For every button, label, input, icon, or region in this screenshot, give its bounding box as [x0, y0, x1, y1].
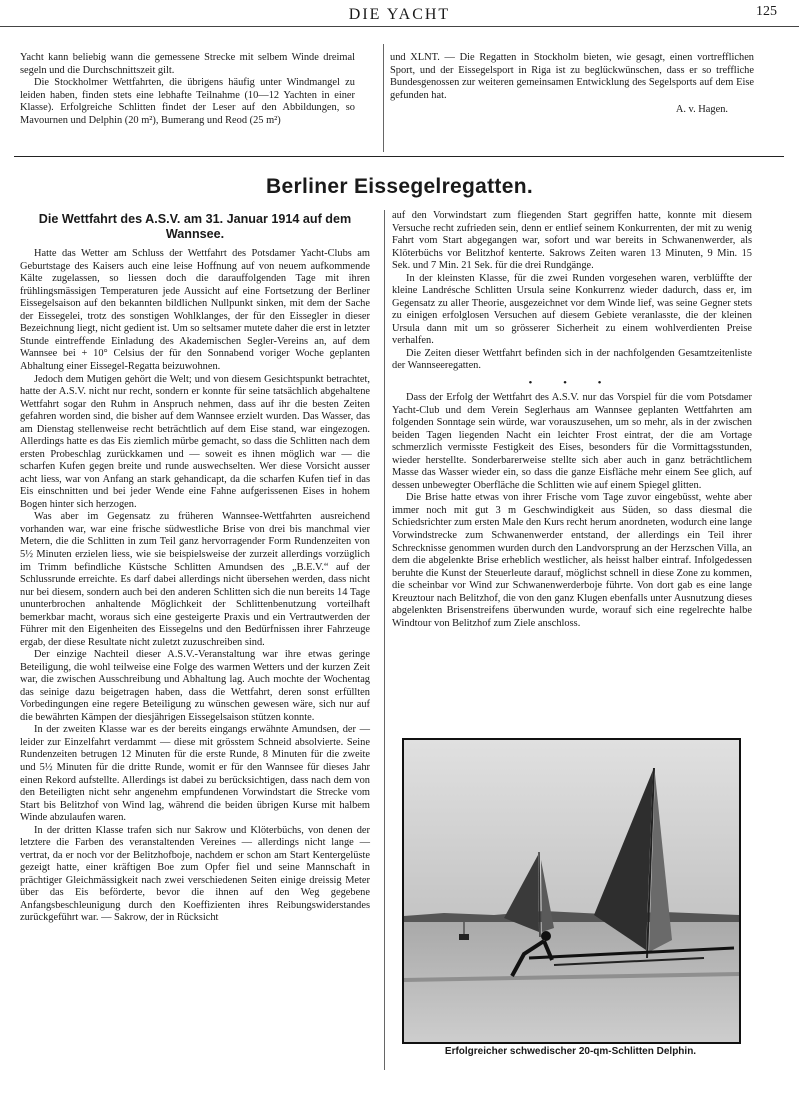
section-separator: • • • [528, 376, 616, 389]
column-divider [383, 44, 384, 152]
ice-yacht-illustration [404, 740, 739, 1042]
paragraph: Jedoch dem Mutigen gehört die Welt; und von diesem Gesichtspunkt betrachtet, hatte der A.S.V. nicht nur recht, sondern er konnte für seine tatsächlich abgehaltene Wettfahrt sogar den Ruhm in Anspruch nehmen, dass auf ihr die besten Zeiten gefahren worden sind, die bisher auf dem Wannsee erzielt wurden. Das Wasser, das am Dienstag stellenweise recht beträchtlich auf dem Eise stand, war eingezogen. Allerdings hatte es das Eis ziemlich mürbe gemacht, so dass die Schlitten nach dem ersten Probeschlag zurückkamen und — soweit es ihnen möglich war — die scharfen Kufen gegen breite und runde auswechselten. Wer diese Vorsicht ausser acht liess, war von Anfang an stark gehandicapt, da die scharfen Kufen tief in das Eis einschnitten und bei jeder Wende eine Fahne aufgerissenen Eises in hohem Bogen hinter sich herzogen. [20, 373, 370, 510]
left-article-column [20, 212, 370, 925]
paragraph: und XLNT. — Die Regatten in Stockholm bieten, wie gesagt, einen vortrefflichen Sport, und der Eissegelsport in Riga ist zu beglückwünschen, dass er so treffliche Bundesgenossen zur weiteren gemeinsamen Entwicklung des Segelsports auf dem Eise gefunden hat. [390, 52, 754, 101]
author-signature: A. v. Hagen. [675, 104, 728, 116]
paragraph: auf den Vorwindstart zum fliegenden Start gegriffen hatte, konnte mit diesem Versuche recht zufrieden sein, denn er entlief seinem Konkurrenten, der mit zu wenig Fahrt vom Start abgegangen war, sofort und war bereits in Schwanenwerder, als Klöterbüchs vor Belitzhof kenterte. Sakrows Zeiten waren 13 Minuten, 9 Min. 15 Sek. und 7 Min. 21 Sek. für die drei Rundgänge. [392, 210, 752, 272]
top-right-column [390, 52, 754, 117]
article-title: Berliner Eissegelregatten. [266, 175, 533, 198]
paragraph: Dass der Erfolg der Wettfahrt des A.S.V. nur das Vorspiel für die vom Potsdamer Yacht-Club und dem Verein Seglerhaus am Wannsee geplanten Wettfahrten am folgenden Sonntage sein würde, war vorauszusehen, um so mehr, als in der zwischen beiden Tagen liegenden Nacht ein leichter Frost eintrat, der die am Vortage schmerzlich vermisste Festigkeit des Eises, besonders für die Vormittagsstunden, wieder herstellte. Sonderbarerweise stellte sich aber auch in ganz beträchtlichem Masse das Wasser wieder ein, so dass die ganze Eisfläche mehr einem See glich, auf dessen unbewegter Oberfläche die Schlitten wie auf einem Spiegel glitten. [392, 392, 752, 491]
right-article-column [392, 210, 752, 630]
paragraph: Hatte das Wetter am Schluss der Wettfahrt des Potsdamer Yacht-Clubs am Geburtstage des Kaisers auch eine leise Hoffnung auf von neuem aufkommende Kälte zugelassen, so liessen doch die darauffolgenden Tage mit ihren frühlingsmässigen Temperaturen jede Aussicht auf eine Fortsetzung der Berliner Eissegelsaison auf den bekannten bildlichen Nullpunkt sinken, mit dem der Sache der Eissegelei, trotz des sonstigen Wohlklanges, der für den Eissegler in dieser Bezeichnung liegt, nicht gedient ist. Um so seltsamer mutete daher die erst in letzter Stunde eintreffende Einladung des Akademischen Segler-Vereins an, auf dem Wannsee bei + 10° Celsius der für den Sonnabend voriger Woche geplanten Abhaltung einer Eissegel-Regatta beizuwohnen. [20, 248, 370, 372]
paragraph: Die Brise hatte etwas von ihrer Frische vom Tage zuvor eingebüsst, wehte aber immer noch mit gut 3 m Geschwindigkeit aus Süden, so dass diesmal die Schiedsrichter zum ersten Male den Kurs recht herum anordneten, wodurch eine lange Vorwindstrecke zum Schwanenwerder entstand, der allerdings ein Teil ihrer Schrecknisse genommen wurden durch den Landvorsprung an der Herzschen Villa, an dem die abgelenkte Brise erheblich westlicher, als heisst halber eintraf. Infolgedessen beruhte die Kunst der Steuerleute darauf, möglichst schnell in diese Zone zu kommen, die scheinbar vor Wind zur Schwanenwerderboje führte. Von dort gab es eine lange Kreuztour nach Belitzhof, die von den ganz Klugen ebenfalls unter Ausnutzung dieses abgelenkten Brisenstreifens überwunden wurde, worauf sich eine regelrechte halbe Windtour von Belitzhof zum Ziele anschloss. [392, 492, 752, 629]
paragraph: In der zweiten Klasse war es der bereits eingangs erwähnte Amundsen, der — leider zur Einzelfahrt verdammt — diese mit grösstem Schneid absolvierte. Seine Rundenzeiten betrugen 12 Minuten für die erste Runde, 8 Minuten für die zweite und 5½ Minuten für die dritte Runde, womit er für den Wannsee für dieses Jahr einen Rekord aufstellte. Allerdings ist dabei zu berücksichtigen, dass nach dem von den Beteiligten nicht sehr angenehm empfundenen Vorwindstart die Strecke vom Start bis Belitzhof von Wind lag, während die beiden übrigen Kurse mit halbem Winde abzulaufen waren. [20, 724, 370, 824]
header-rule [0, 26, 799, 27]
paragraph: Yacht kann beliebig wann die gemessene Strecke mit selbem Winde dreimal segeln und die Durchschnittszeit gilt. [20, 52, 355, 76]
top-left-column [20, 52, 355, 127]
ice-yacht-photo [402, 738, 741, 1044]
paragraph: Die Zeiten dieser Wettfahrt befinden sich in der nachfolgenden Gesamtzeitenliste der Wannseeregatten. [392, 347, 752, 372]
section-rule [14, 156, 784, 157]
paragraph: Der einzige Nachteil dieser A.S.V.-Veranstaltung war ihre etwas geringe Beteiligung, die wohl teilweise eine Folge des warmen Wetters und der kurzen Zeit war, die zwischen Ausschreibung und Abhaltung lag. Auch mochte der Wochentag das seinige dazu beigetragen haben, dass die Wettfahrt, deren sonst erfüllten Vorbedingungen eine regere Beteiligung zu wünschen gewesen wäre, sich nur auf die bewährten Kämpen der diesjährigen Eissegelsaison stützen konnte. [20, 649, 370, 723]
paragraph: Die Stockholmer Wettfahrten, die übrigens häufig unter Windmangel zu leiden haben, finden stets eine lebhafte Teilnahme (10—12 Yachten in einer Klasse). Erfolgreiche Schlitten findet der Leser auf den Abbildungen, so Mavournen und Delphin (20 m²), Bumerang und Reod (25 m²) [20, 77, 355, 126]
column-divider [384, 210, 385, 1070]
paragraph: In der dritten Klasse trafen sich nur Sakrow und Klöterbüchs, von denen der letztere die Farben des veranstaltenden Vereines — allerdings nicht lange — vertrat, da er noch vor der Belitzhofboje, nachdem er schon am Start Kentergelüste gezeigt hatte, einer kräftigen Boe zum Opfer fiel und seine Mannschaft in prächtiger Gleichmässigkeit nach zwei verschiedenen Seiten einige dreissig Meter über das Eis beförderte, bevor die ihnen auf den Weg gegebene Anfangsbeschleunigung durch den Koeffizienten ihres Reibungswiderstandes zurückgeführt war. — Sakrow, der in Rücksicht [20, 824, 370, 924]
paragraph: Was aber im Gegensatz zu früheren Wannsee-Wettfahrten ausreichend vorhanden war, war eine frische südwestliche Brise von drei bis manchmal vier Metern, die die Schlitten in zum Teil ganz hervorragender Form Rundenzeiten von 5½ Minuten erzielen liess, wie sie beispielsweise der zurzeit allerdings vorzüglich im Trimm befindliche Küstsche Schlitten Amundsen des „B.E.V.“ auf der Schlussrunde erreichte. Es darf dabei allerdings nicht übersehen werden, dass nicht nur bei diesem, sondern auch bei den anderen Schlitten sich die nun bereits 14 Tage ununterbrochen anhaltende Möglichkeit der Schlittenbenutzung vorteilhaft bemerkbar macht, woraus sich eine gesteigerte Praxis und ein Vertrautwerden der Führer mit den Eigenheiten des Eissegelns und den Bedürfnissen ihrer Fahrzeuge ergab, der diese Resultate nicht zuletzt zuzuschreiben sind. [20, 511, 370, 648]
page-number: 125 [756, 4, 777, 19]
running-header: DIE YACHT [348, 6, 451, 23]
paragraph: In der kleinsten Klasse, für die zwei Runden vorgesehen waren, verblüffte der kleine Landrésche Schlitten Ursula seine Konkurrenz wieder dadurch, dass er, im Gegensatz zu aller Theorie, ausgezeichnet vor dem Winde lief, was seine Gegner stets zu einigen erfolglosen Versuchen auf diesem Gebiete veranlasste, die der kleinen Ursula dann mit um so grösserer Sicherheit zu einem wohlverdienten Preise verhalfen. [392, 272, 752, 347]
photo-caption: Erfolgreicher schwedischer 20-qm-Schlitten Delphin. [444, 1046, 697, 1057]
article-subtitle: Die Wettfahrt des A.S.V. am 31. Januar 1914 auf dem Wannsee. [38, 212, 352, 242]
